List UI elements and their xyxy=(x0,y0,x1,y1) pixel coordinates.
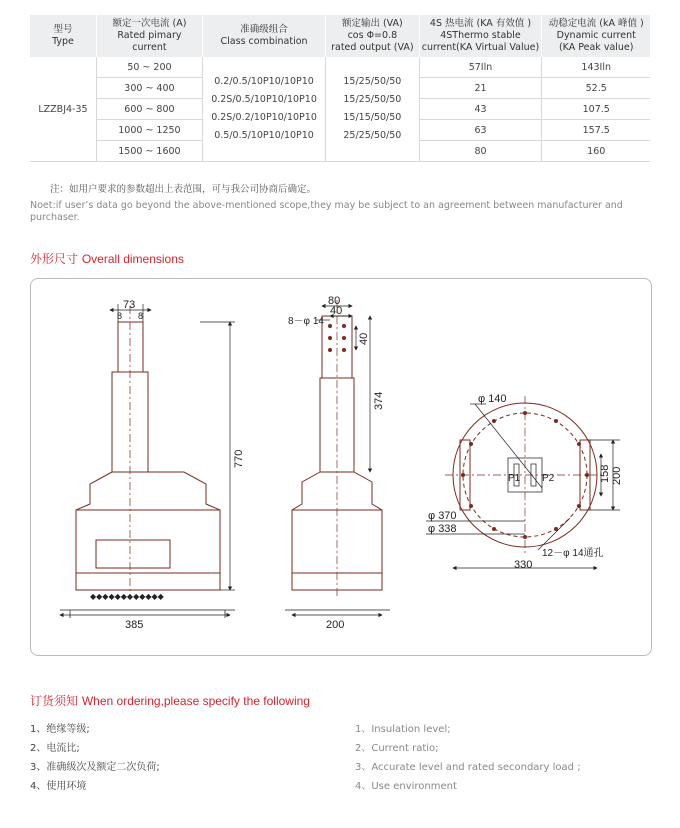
dim-200: 200 xyxy=(326,619,345,631)
cell-thermal: 63 xyxy=(419,120,542,141)
list-item: 2、电流比; xyxy=(30,743,80,754)
dimensions-heading: 外形尺寸 Overall dimensions xyxy=(30,252,184,266)
cell-thermal: 57Iln xyxy=(419,57,542,78)
list-item: 1、Insulation level; xyxy=(355,724,451,735)
note-cn: 注：如用户要求的参数超出上表范围，可与我公司协商后确定。 xyxy=(50,184,317,195)
col-output: 额定输出 (VA) cos Φ=0.8 rated output (VA) xyxy=(326,15,419,57)
dim-158: 158 xyxy=(599,464,611,483)
list-item: 4、Use environment xyxy=(355,781,457,792)
col-current: 额定一次电流 (A) Rated pimary current xyxy=(96,15,202,57)
dim-385: 385 xyxy=(125,619,144,631)
cell-dynamic: 143Iln xyxy=(542,57,650,78)
table-header-row xyxy=(30,15,650,57)
col-type: 型号 Type xyxy=(30,15,96,57)
dim-phi338: φ 338 xyxy=(428,523,457,535)
label-p2: P2 xyxy=(542,473,555,484)
list-item: 2、Current ratio; xyxy=(355,743,439,754)
ordering-heading: 订货须知 When ordering,please specify the following xyxy=(30,694,310,708)
cell-thermal: 80 xyxy=(419,141,542,162)
col-thermal: 4S 热电流 (KA 有效值 ) 4SThermo stable current(KA Virtual Value) xyxy=(419,15,542,57)
cell-type: LZZBJ4-35 xyxy=(30,57,96,162)
cell-thermal: 21 xyxy=(419,78,542,99)
cell-dynamic: 52.5 xyxy=(542,78,650,99)
list-item: 3、准确级次及额定二次负荷; xyxy=(30,762,160,773)
dim-8a: 8 xyxy=(117,311,123,321)
ordering-list-cn xyxy=(30,720,160,796)
dimension-drawing xyxy=(30,278,650,654)
cell-current: 600 ~ 800 xyxy=(96,99,202,120)
table-row xyxy=(30,57,650,78)
terminal-studs xyxy=(90,592,165,601)
cell-current: 300 ~ 400 xyxy=(96,78,202,99)
cell-dynamic: 160 xyxy=(542,141,650,162)
cell-current: 1000 ~ 1250 xyxy=(96,120,202,141)
spec-table xyxy=(30,15,650,162)
list-item: 4、使用环境 xyxy=(30,781,87,792)
dim-374: 374 xyxy=(373,391,385,410)
dim-80: 80 xyxy=(328,295,341,307)
front-view xyxy=(60,322,235,618)
cell-outputs: 15/25/50/50 15/25/50/50 15/15/50/50 25/25/50/50 xyxy=(326,57,419,162)
dim-200v: 200 xyxy=(611,466,623,485)
cell-current: 50 ~ 200 xyxy=(96,57,202,78)
dim-40v: 40 xyxy=(358,332,370,345)
list-item: 1、绝缘等级; xyxy=(30,724,90,735)
dim-40: 40 xyxy=(330,305,343,317)
col-dynamic: 动稳定电流 (kA 峰值 ) Dynamic current (KA Peak value) xyxy=(542,15,650,57)
dim-330: 330 xyxy=(514,559,533,571)
dim-bolt: 8－φ 14 xyxy=(288,316,324,327)
ordering-list-en xyxy=(355,720,581,796)
dim-770: 770 xyxy=(233,449,245,468)
list-item: 3、Accurate level and rated secondary load ; xyxy=(355,762,581,773)
col-class: 准确级组合 Class combination xyxy=(202,15,325,57)
dim-phi370: φ 370 xyxy=(428,510,457,522)
cell-current: 1500 ~ 1600 xyxy=(96,141,202,162)
label-p1: P1 xyxy=(508,473,521,484)
cell-dynamic: 107.5 xyxy=(542,99,650,120)
cell-thermal: 43 xyxy=(419,99,542,120)
cell-classes: 0.2/0.5/10P10/10P10 0.2S/0.5/10P10/10P10 0.2S/0.2/10P10/10P10 0.5/0.5/10P10/10P10 xyxy=(202,57,325,162)
dim-8b: 8 xyxy=(138,311,144,321)
dim-phi140: φ 140 xyxy=(478,393,507,405)
side-view xyxy=(285,316,390,610)
cell-dynamic: 157.5 xyxy=(542,120,650,141)
dim-holes: 12－φ 14通孔 xyxy=(542,548,604,559)
note-en: Noet:if user’s data go beyond the above-mentioned scope,they may be subject to an agreement between manufacturer and purchaser. xyxy=(30,200,623,223)
dim-73: 73 xyxy=(123,299,136,311)
svg-text:◆◆◆◆◆◆◆◆◆◆◆◆: ◆◆◆◆◆◆◆◆◆◆◆◆ xyxy=(90,592,164,601)
